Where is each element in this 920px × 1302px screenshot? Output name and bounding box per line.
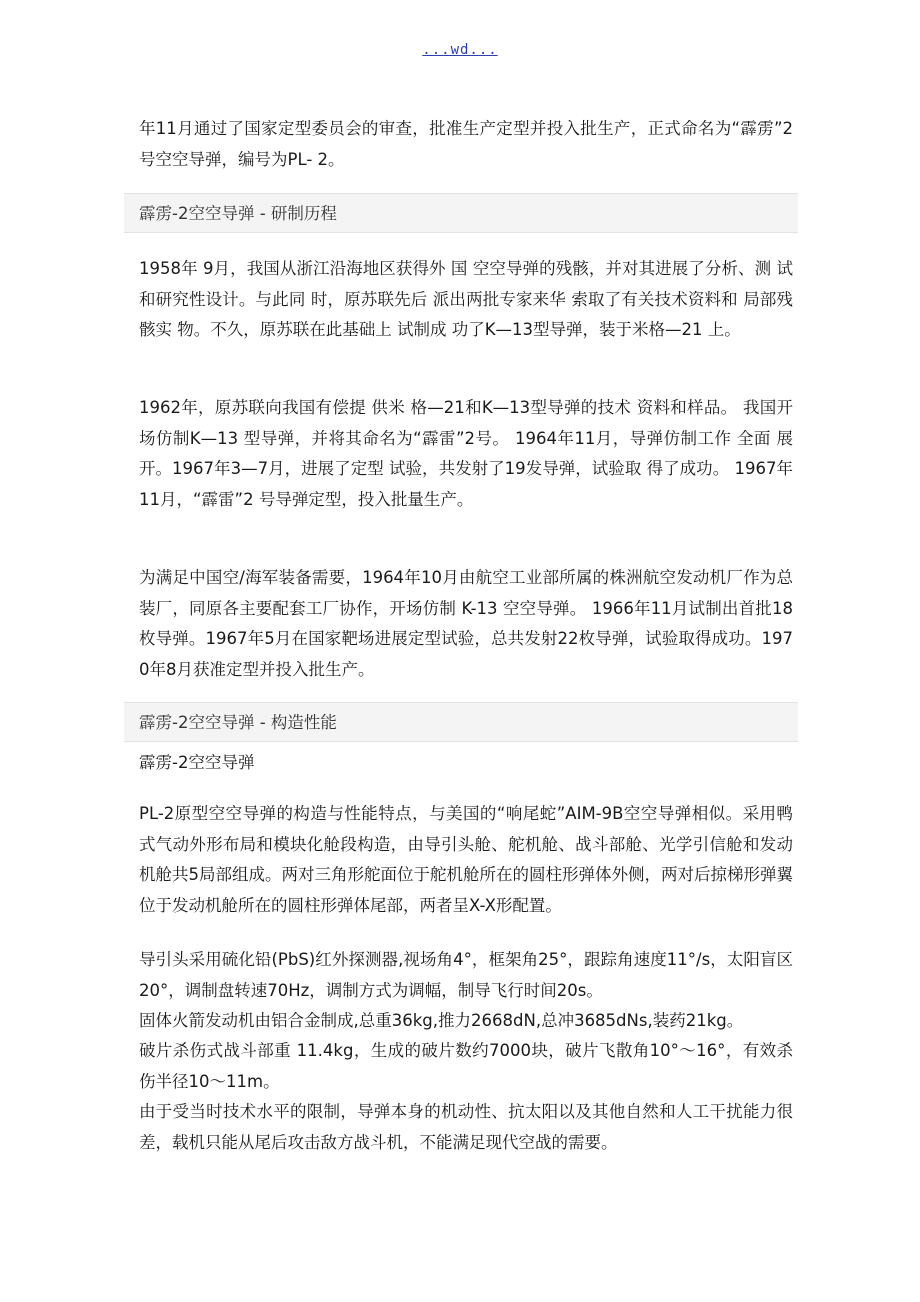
paragraph-limitations: 由于受当时技术水平的限制，导弹本身的机动性、抗太阳以及其他自然和人工干扰能力很差，载机只能从尾后攻击敌方战斗机，不能满足现代空战的需要。 xyxy=(139,1102,793,1152)
paragraph-history-2: 1962年，原苏联向我国有偿提 供米 格—21和K—13型导弹的技术 资料和样品。 我国开场仿制K—13 型导弹，并将其命名为“霹雷”2号。 1964年11月，导弹仿制工作 全面 展开。1967年3—7月，进展了定型 试验，共发射了19发导弹，试验取 得了成功。 1967年11月，“霹雷”2 号导弹定型，投入批量生产。 xyxy=(139,398,793,509)
paragraph-warhead: 破片杀伤式战斗部重 11.4kg，生成的破片数约7000块，破片飞散角10°～16°，有效杀伤半径10～11m。 xyxy=(139,1041,793,1091)
paragraph-seeker: 导引头采用硫化铅(PbS)红外探测器,视场角4°，框架角25°，跟踪角速度11°/s，太阳盲区20°，调制盘转速70Hz，调制方式为调幅，制导飞行时间20s。 xyxy=(139,950,793,1000)
section-bar-history xyxy=(124,193,798,233)
paragraph-history-3: 为满足中国空/海军装备需要，1964年10月由航空工业部所属的株洲航空发动机厂作为总装厂，同原各主要配套工厂协作，开场仿制 K-13 空空导弹。 1966年11月试制出首批18枚导弹。1967年5月在国家靶场进展定型试验，总共发射22枚导弹，试验取得成功。1970年8月获准定型并投入批生产。 xyxy=(139,568,793,679)
header-mark: ...wd... xyxy=(422,42,498,58)
section-title-performance: 霹雳-2空空导弹 - 构造性能 xyxy=(139,713,337,732)
section-bar-performance xyxy=(124,702,798,742)
paragraph-structure: PL-2原型空空导弹的构造与性能特点，与美国的“响尾蛇”AIM-9B空空导弹相似。采用鸭式气动外形布局和模块化舱段构造，由导引头舱、舵机舱、战斗部舱、光学引信舱和发动机舱共5局部组成。两对三角形舵面位于舵机舱所在的圆柱形弹体外侧，两对后掠梯形弹翼位于发动机舱所在的圆柱形弹体尾部，两者呈X-X形配置。 xyxy=(139,804,793,915)
paragraph-history-1: 1958年 9月，我国从浙江沿海地区获得外 国 空空导弹的残骸，并对其进展了分析、测 试和研究性设计。与此同 时，原苏联先后 派出两批专家来华 索取了有关技术资料和 局部残骸实 物。不久，原苏联在此基础上 试制成 功了K—13型导弹，装于米格—21 上。 xyxy=(139,259,793,339)
section-title-history: 霹雳-2空空导弹 - 研制历程 xyxy=(139,204,337,223)
sub-heading: 霹雳-2空空导弹 xyxy=(139,753,255,772)
paragraph-motor: 固体火箭发动机由铝合金制成,总重36kg,推力2668dN,总冲3685dNs,装药21kg。 xyxy=(139,1011,744,1030)
paragraph-intro: 年11月通过了国家定型委员会的审查，批准生产定型并投入批生产，正式命名为“霹雳”2号空空导弹，编号为PL- 2。 xyxy=(139,119,793,169)
